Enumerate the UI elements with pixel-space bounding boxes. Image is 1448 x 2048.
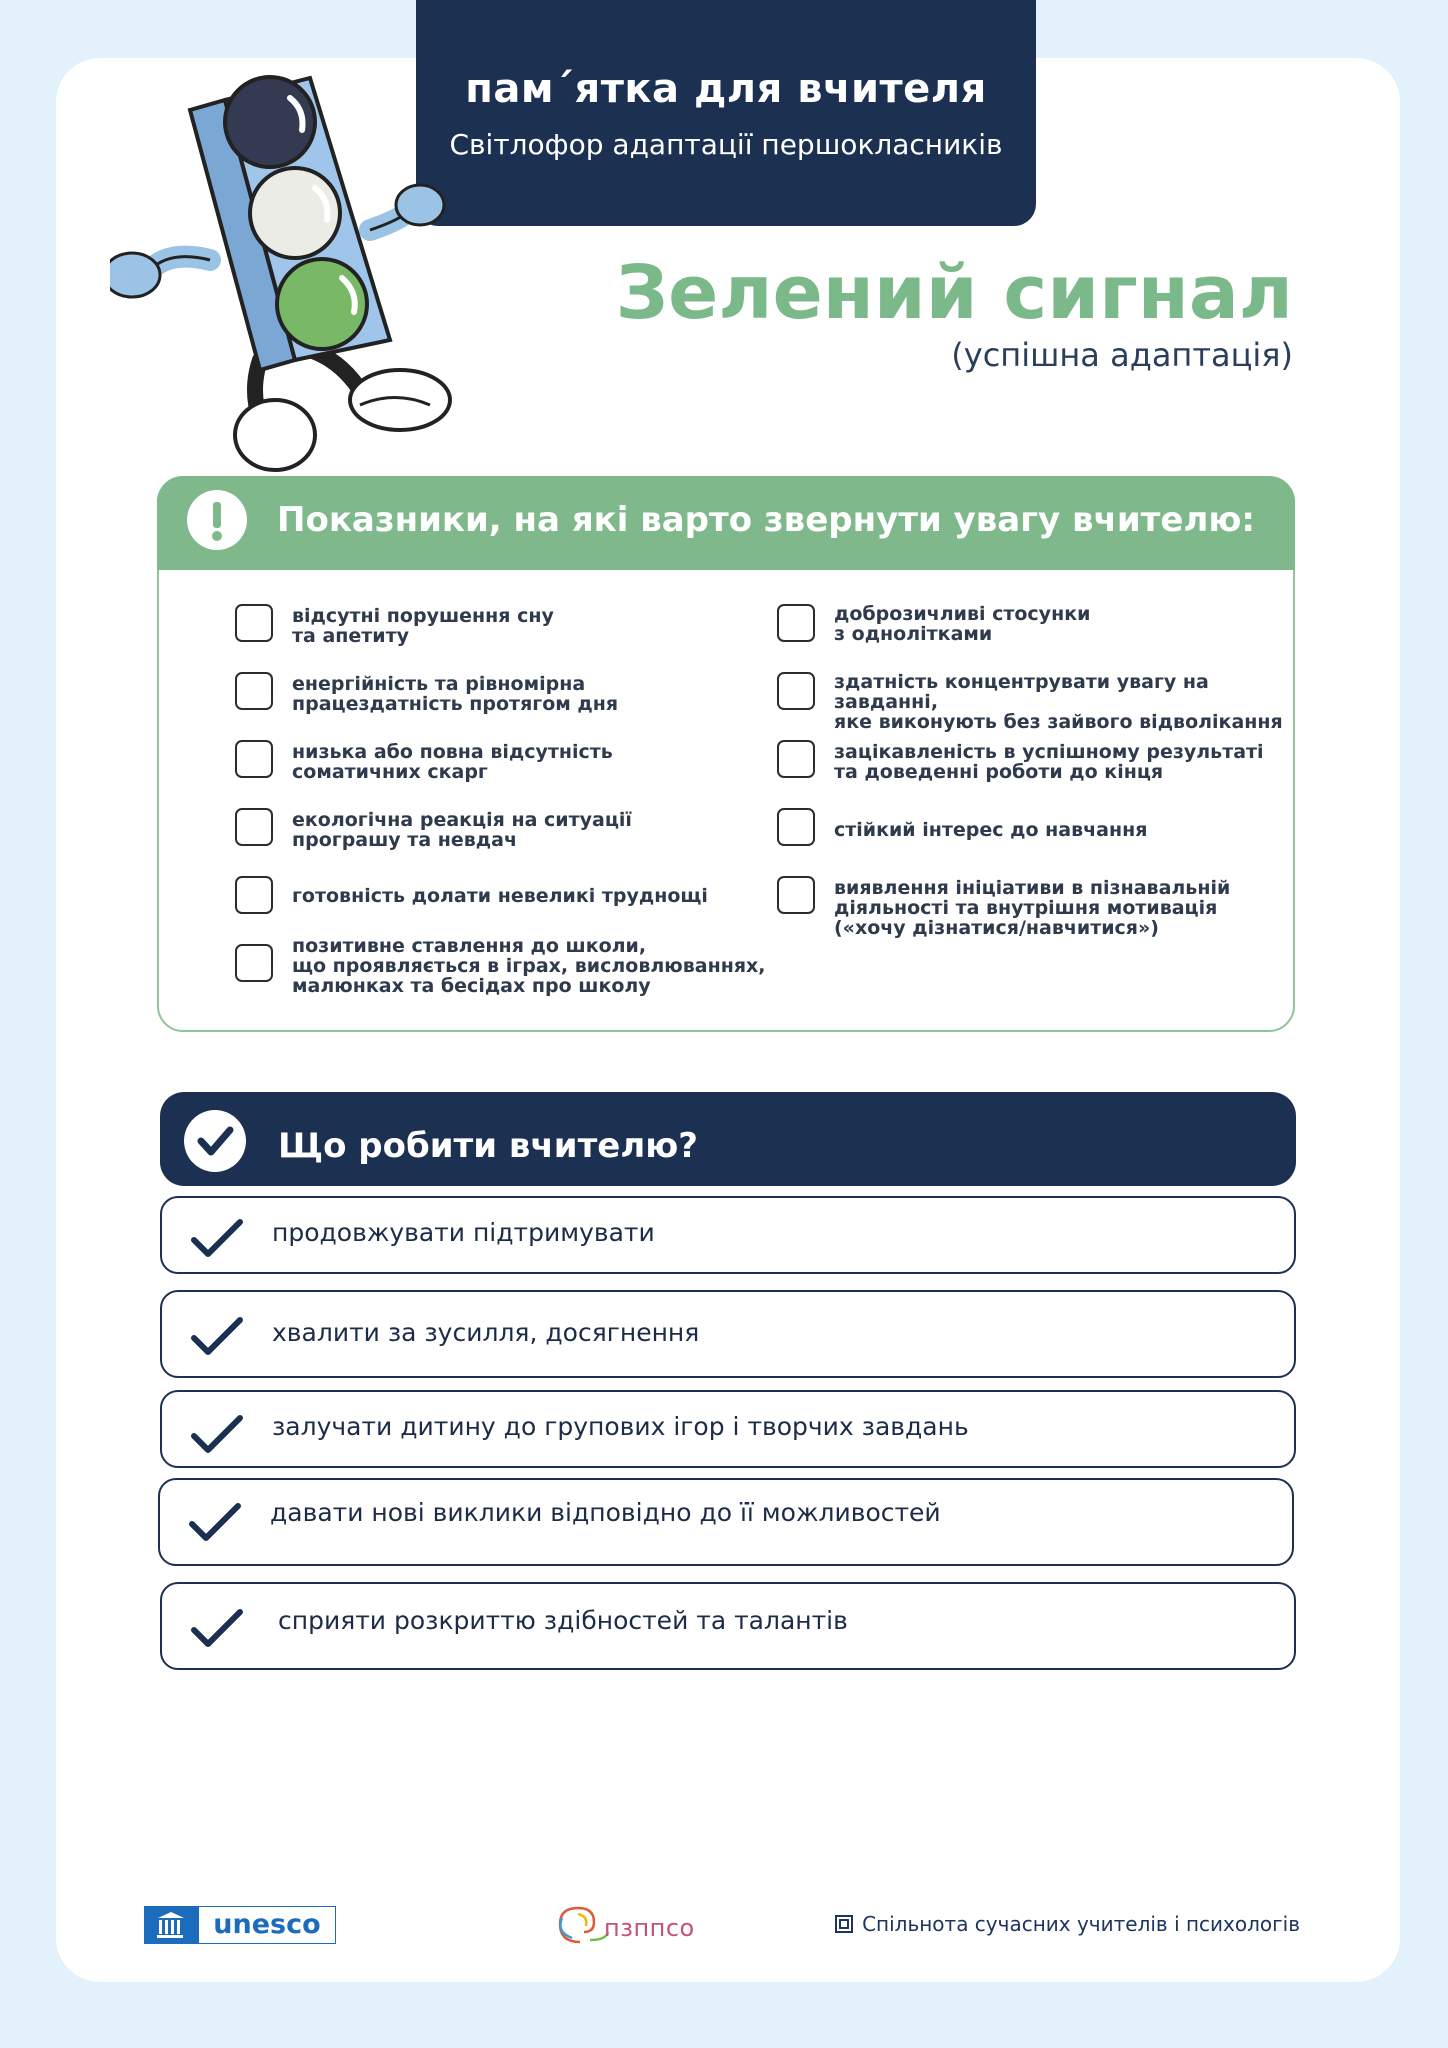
exclamation-icon (187, 490, 247, 550)
pzppso-logo (550, 1898, 720, 1952)
indicator-label: низька або повна відсутність соматичних скарг (292, 741, 613, 783)
pzppso-label: пзппсо (604, 1914, 695, 1942)
checkbox[interactable] (235, 672, 273, 710)
community-credit (834, 1912, 1300, 1936)
indicator-label: екологічна реакція на ситуації програшу та невдач (292, 809, 632, 851)
unesco-logo (144, 1906, 336, 1944)
checkbox[interactable] (235, 944, 273, 982)
todo-item (160, 1196, 1296, 1274)
checkmark-icon (188, 1500, 242, 1544)
header-banner (416, 0, 1036, 226)
signal-subtitle: (успішна адаптація) (951, 336, 1293, 374)
indicators-section (157, 476, 1295, 1032)
checkbox[interactable] (777, 604, 815, 642)
todo-text: хвалити за зусилля, досягнення (272, 1318, 700, 1347)
building-icon (834, 1914, 854, 1934)
head-profile-icon (550, 1902, 610, 1948)
indicators-heading: Показники, на які варто звернути увагу вчителю: (277, 500, 1255, 540)
indicator-label: відсутні порушення сну та апетиту (292, 605, 554, 647)
checkbox[interactable] (235, 808, 273, 846)
todo-text: продовжувати підтримувати (272, 1218, 655, 1247)
community-label: Спільнота сучасних учителів і психологів (862, 1912, 1300, 1936)
checkmark-icon (190, 1606, 244, 1650)
indicator-label: позитивне ставлення до школи, що проявляється в іграх, висловлюваннях, малюнках та бесідах про школу (292, 935, 766, 997)
checkmark-icon (190, 1216, 244, 1260)
indicators-header (157, 476, 1295, 570)
checkbox[interactable] (235, 876, 273, 914)
banner-title: пам´ятка для вчителя (465, 66, 987, 112)
indicator-label: стійкий інтерес до навчання (834, 819, 1148, 841)
checkbox[interactable] (777, 876, 815, 914)
checkmark-icon (190, 1314, 244, 1358)
indicator-label: здатність концентрувати увагу на завданні, яке виконують без зайвого відволікання (834, 671, 1283, 733)
todo-heading: Що робити вчителю? (278, 1126, 699, 1166)
temple-icon (144, 1906, 198, 1944)
todo-item (160, 1582, 1296, 1670)
indicator-label: виявлення ініціативи в пізнавальній діяльності та внутрішня мотивація («хочу дізнатися/навчитися») (834, 877, 1231, 939)
signal-title: Зелений сигнал (615, 250, 1293, 336)
indicator-label: доброзичливі стосунки з однолітками (834, 603, 1091, 645)
banner-subtitle: Світлофор адаптації першокласників (449, 128, 1003, 161)
todo-text: давати нові виклики відповідно до її можливостей (270, 1498, 941, 1527)
todo-item (158, 1478, 1294, 1566)
indicator-label: готовність долати невеликі труднощі (292, 885, 708, 907)
checkmark-icon (190, 1412, 244, 1456)
traffic-light-mascot-icon (110, 60, 470, 490)
todo-text: сприяти розкриттю здібностей та талантів (278, 1606, 848, 1635)
checkbox[interactable] (235, 740, 273, 778)
checkbox[interactable] (777, 672, 815, 710)
todo-item (160, 1290, 1296, 1378)
unesco-label: unesco (198, 1906, 336, 1944)
check-circle-icon (184, 1110, 246, 1172)
checkbox[interactable] (235, 604, 273, 642)
indicator-label: енергійність та рівномірна працездатність протягом дня (292, 673, 619, 715)
indicator-label: зацікавленість в успішному результаті та доведенні роботи до кінця (834, 741, 1264, 783)
checkbox[interactable] (777, 740, 815, 778)
todo-text: залучати дитину до групових ігор і творчих завдань (272, 1412, 969, 1441)
todo-item (160, 1390, 1296, 1468)
checkbox[interactable] (777, 808, 815, 846)
todo-header (160, 1092, 1296, 1186)
